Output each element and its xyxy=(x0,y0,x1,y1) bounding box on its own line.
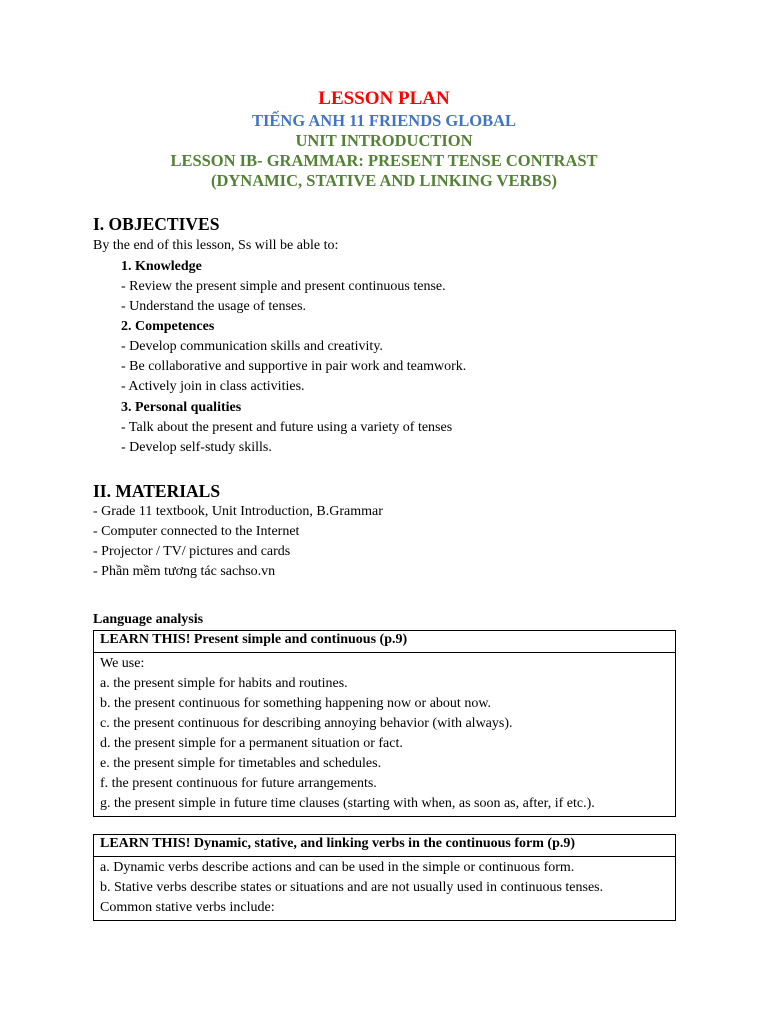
box-line: d. the present simple for a permanent situation or fact. xyxy=(100,736,403,751)
box-line: g. the present simple in future time clauses (starting with when, as soon as, after, if etc.). xyxy=(100,796,595,811)
box-line: f. the present continuous for future arrangements. xyxy=(100,776,377,791)
course-subtitle: TIẾNG ANH 11 FRIENDS GLOBAL xyxy=(251,111,517,130)
box-line: We use: xyxy=(100,656,145,671)
material-item: - Computer connected to the Internet xyxy=(93,524,300,539)
box-line: e. the present simple for timetables and schedules. xyxy=(100,756,382,771)
qualities-title: 3. Personal qualities xyxy=(121,400,242,415)
competences-title: 2. Competences xyxy=(121,319,215,334)
competence-item: - Actively join in class activities. xyxy=(121,379,305,394)
knowledge-item: - Review the present simple and present continuous tense. xyxy=(121,279,446,294)
objectives-intro: By the end of this lesson, Ss will be able to: xyxy=(93,238,339,253)
quality-item: - Talk about the present and future using a variety of tenses xyxy=(121,420,453,435)
box-line: a. Dynamic verbs describe actions and can be used in the simple or continuous form. xyxy=(100,860,575,875)
quality-item: - Develop self-study skills. xyxy=(121,440,272,455)
material-item: - Phần mềm tương tác sachso.vn xyxy=(93,564,276,579)
box-line: c. the present continuous for describing annoying behavior (with always). xyxy=(100,716,513,731)
learn-this-box-verbs xyxy=(93,834,676,921)
box-line: b. the present continuous for something happening now or about now. xyxy=(100,696,492,711)
material-item: - Grade 11 textbook, Unit Introduction, B.Grammar xyxy=(93,504,383,519)
lesson-title: LESSON IB- GRAMMAR: PRESENT TENSE CONTRAST xyxy=(170,151,598,170)
box-body xyxy=(94,857,676,921)
box-line: a. the present simple for habits and routines. xyxy=(100,676,348,691)
lesson-subtitle: (DYNAMIC, STATIVE AND LINKING VERBS) xyxy=(210,171,558,190)
knowledge-title: 1. Knowledge xyxy=(121,259,202,274)
box-body xyxy=(94,653,676,817)
box-line: b. Stative verbs describe states or situations and are not usually used in continuous tenses. xyxy=(100,880,604,895)
material-item: - Projector / TV/ pictures and cards xyxy=(93,544,291,559)
unit-title: UNIT INTRODUCTION xyxy=(295,131,473,150)
objectives-heading: I. OBJECTIVES xyxy=(93,214,220,234)
language-analysis-label: Language analysis xyxy=(93,612,204,627)
document-title: LESSON PLAN xyxy=(318,88,450,109)
learn-this-box-tenses xyxy=(93,630,676,817)
box-title: LEARN THIS! Dynamic, stative, and linking verbs in the continuous form (p.9) xyxy=(94,835,676,857)
competence-item: - Be collaborative and supportive in pair work and teamwork. xyxy=(121,359,467,374)
competence-item: - Develop communication skills and creativity. xyxy=(121,339,383,354)
materials-heading: II. MATERIALS xyxy=(93,481,221,501)
box-line: Common stative verbs include: xyxy=(100,900,275,915)
knowledge-item: - Understand the usage of tenses. xyxy=(121,299,307,314)
document-header xyxy=(0,87,768,191)
box-title: LEARN THIS! Present simple and continuous (p.9) xyxy=(94,631,676,653)
